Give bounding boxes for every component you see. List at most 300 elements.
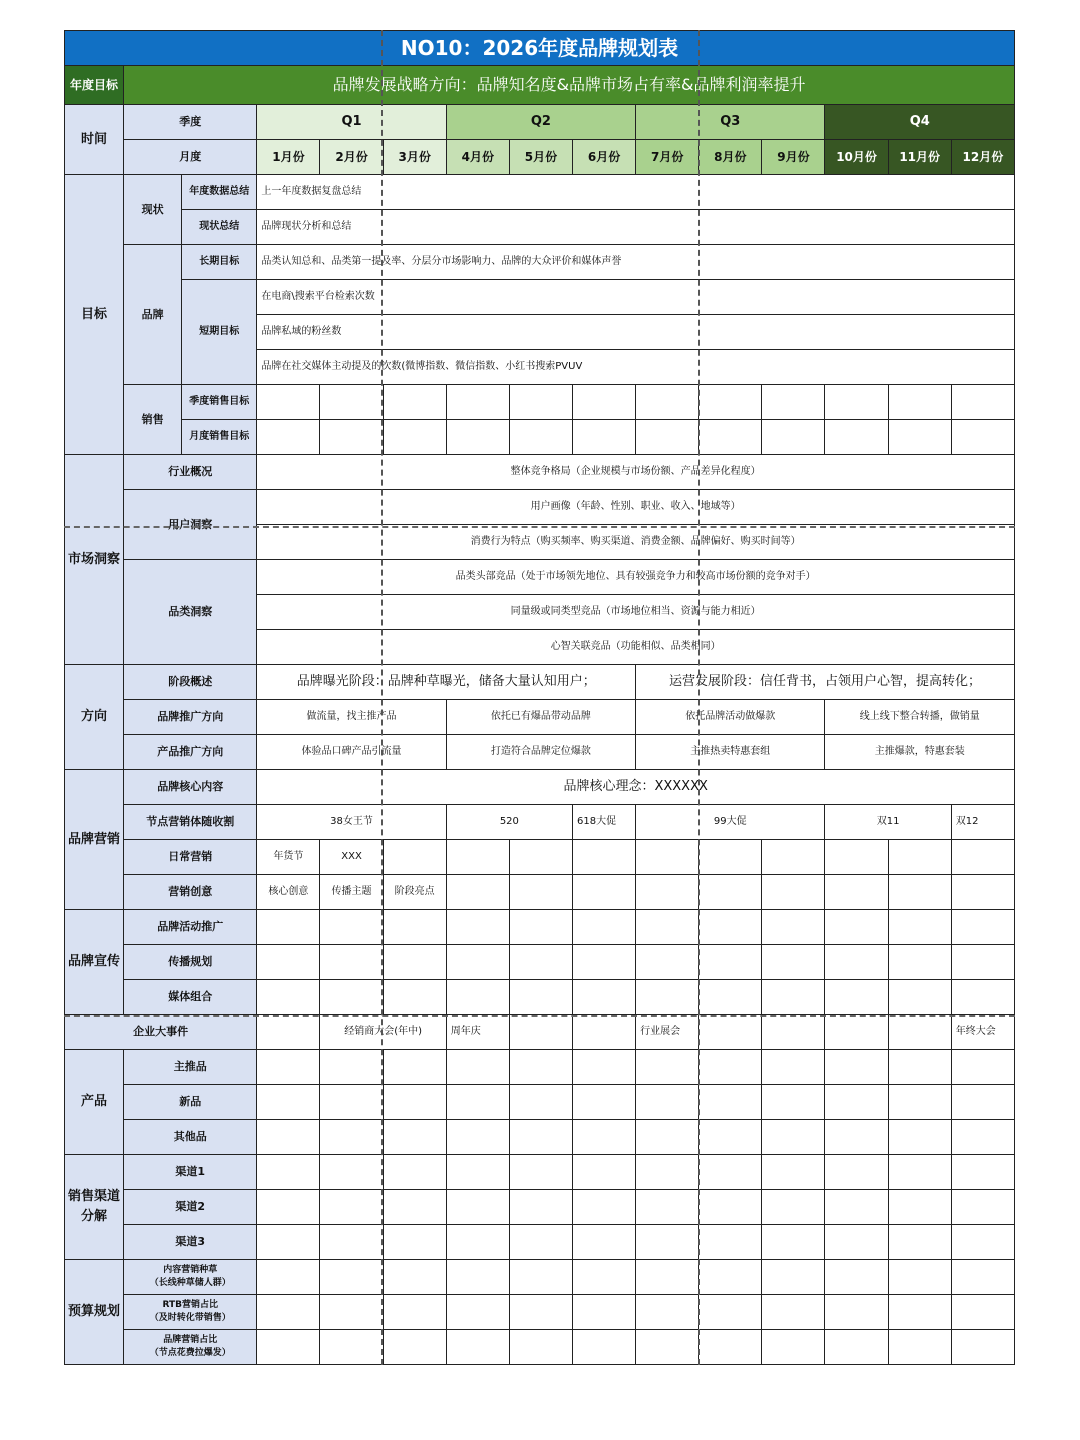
month-header: 12月份 [951,140,1014,175]
cell[interactable] [509,1120,572,1155]
page-break-vertical [381,30,383,1365]
cell[interactable] [446,1225,509,1260]
cell[interactable] [951,1155,1014,1190]
cell[interactable] [572,875,635,910]
marketing-label: 品牌营销 [65,770,124,910]
cell[interactable] [762,945,825,980]
month-header: 6月份 [572,140,635,175]
cell[interactable] [383,945,446,980]
month-header: 3月份 [383,140,446,175]
cell[interactable] [509,1260,572,1295]
cell[interactable] [825,980,888,1015]
cell[interactable] [762,980,825,1015]
event-item[interactable]: 周年庆 [446,1015,509,1050]
cell[interactable] [951,1085,1014,1120]
cell[interactable] [699,840,762,875]
cell[interactable] [572,1330,635,1365]
stage-h1[interactable]: 品牌曝光阶段：品牌种草曝光，储备大量认知用户； [257,665,636,700]
cell[interactable] [951,875,1014,910]
cell[interactable] [762,1260,825,1295]
cell[interactable] [320,945,383,980]
cell[interactable] [257,980,320,1015]
status-summary-text[interactable]: 品牌现状分析和总结 [257,210,1015,245]
cell[interactable] [699,980,762,1015]
cell[interactable] [699,910,762,945]
brand-promo-label: 品牌推广方向 [124,700,257,735]
cell[interactable] [762,1155,825,1190]
cell[interactable] [383,1295,446,1330]
node-item[interactable]: 双12 [951,805,1014,840]
product-promo-item[interactable]: 打造符合品牌定位爆款 [446,735,635,770]
brand-plan-table [64,30,1015,1365]
node-item[interactable]: 38女王节 [257,805,446,840]
brand-label: 品牌 [124,245,182,385]
cell[interactable] [257,1155,320,1190]
user-insight-item[interactable]: 消费行为特点（购买频率、购买渠道、消费金额、品牌偏好、购买时间等） [257,525,1015,560]
cell[interactable] [636,980,699,1015]
cell[interactable] [383,420,446,455]
cell[interactable] [383,1120,446,1155]
cell[interactable] [636,1120,699,1155]
cell[interactable] [572,1190,635,1225]
cell[interactable] [888,945,951,980]
cell[interactable] [636,1190,699,1225]
monthly-sales-label: 月度销售目标 [182,420,257,455]
brand-promo-item[interactable]: 线上线下整合转播，做销量 [825,700,1015,735]
creative-item[interactable]: 传播主题 [320,875,383,910]
cell[interactable] [636,875,699,910]
cell[interactable] [383,1050,446,1085]
cell[interactable] [951,1260,1014,1295]
month-header: 11月份 [888,140,951,175]
cell[interactable] [951,1120,1014,1155]
cell[interactable] [509,420,572,455]
direction-label: 方向 [65,665,124,770]
cell[interactable] [446,840,509,875]
cell[interactable] [446,945,509,980]
cell[interactable] [383,1260,446,1295]
cell[interactable] [762,1225,825,1260]
cell[interactable] [888,1295,951,1330]
cell[interactable] [951,1190,1014,1225]
cell[interactable] [699,1295,762,1330]
month-header: 4月份 [446,140,509,175]
cell[interactable] [888,420,951,455]
cell[interactable] [446,1330,509,1365]
month-header: 2月份 [320,140,383,175]
node-marketing-label: 节点营销体随收割 [124,805,257,840]
quarterly-sales-label: 季度销售目标 [182,385,257,420]
cell[interactable] [572,1085,635,1120]
cell[interactable] [383,840,446,875]
month-header: 10月份 [825,140,888,175]
cell[interactable] [888,840,951,875]
budget-row-label [124,1260,257,1295]
long-term-text[interactable]: 品类认知总和、品类第一提及率、分层分市场影响力、品牌的大众评价和媒体声誉 [257,245,1015,280]
category-insight-item[interactable]: 心智关联竞品（功能相似、品类相同） [257,630,1015,665]
channel-row-label: 渠道2 [124,1190,257,1225]
cell[interactable] [320,1190,383,1225]
cell[interactable] [636,1330,699,1365]
cell[interactable] [888,1260,951,1295]
category-insight-label: 品类洞察 [124,560,257,665]
cell[interactable] [257,1050,320,1085]
cell[interactable] [383,910,446,945]
cell[interactable] [509,1190,572,1225]
cell[interactable] [762,1050,825,1085]
quarter-q2: Q2 [446,105,635,140]
cell[interactable] [320,1120,383,1155]
budget-row-note: （节点花费拉爆发） [149,1348,231,1358]
cell[interactable] [636,420,699,455]
cell[interactable] [888,1015,951,1050]
cell[interactable] [699,420,762,455]
cell[interactable] [699,945,762,980]
industry-label: 行业概况 [124,455,257,490]
cell[interactable] [320,1085,383,1120]
cell[interactable] [888,1225,951,1260]
cell[interactable] [636,1295,699,1330]
cell[interactable] [888,1120,951,1155]
budget-row-note: （及时转化带销售） [149,1313,231,1323]
page-break-vertical [698,30,700,1365]
quarter-q1: Q1 [257,105,446,140]
cell[interactable] [572,840,635,875]
cell[interactable] [572,1050,635,1085]
cell[interactable] [509,1015,572,1050]
cell[interactable] [951,1295,1014,1330]
status-label: 现状 [124,175,182,245]
month-header: 7月份 [636,140,699,175]
goals-label: 目标 [65,175,124,455]
time-label: 时间 [65,105,124,175]
cell[interactable] [825,1120,888,1155]
cell[interactable] [888,1155,951,1190]
cell[interactable] [951,1050,1014,1085]
cell[interactable] [699,1085,762,1120]
cell[interactable] [572,1260,635,1295]
product-promo-label: 产品推广方向 [124,735,257,770]
cell[interactable] [762,1085,825,1120]
planning-sheet [64,30,1015,1365]
cell[interactable] [572,1015,635,1050]
cell[interactable] [320,1330,383,1365]
cell[interactable] [383,1330,446,1365]
cell[interactable] [383,1225,446,1260]
cell[interactable] [320,1050,383,1085]
cell[interactable] [951,1330,1014,1365]
cell[interactable] [699,1225,762,1260]
cell[interactable] [825,1190,888,1225]
cell[interactable] [699,1330,762,1365]
status-summary-label: 现状总结 [182,210,257,245]
page-break-horizontal [64,526,1015,528]
cell[interactable] [509,910,572,945]
cell[interactable] [257,1120,320,1155]
cell[interactable] [762,1330,825,1365]
month-header: 8月份 [699,140,762,175]
cell[interactable] [572,1295,635,1330]
cell[interactable] [572,1225,635,1260]
cell[interactable] [825,1260,888,1295]
cell[interactable] [446,1190,509,1225]
product-promo-item[interactable]: 主推热卖特惠套组 [636,735,825,770]
cell[interactable] [825,1155,888,1190]
budget-label: 预算规划 [65,1260,124,1365]
cell[interactable] [825,420,888,455]
cell[interactable] [825,385,888,420]
cell[interactable] [825,1225,888,1260]
cell[interactable] [320,420,383,455]
short-term-item[interactable]: 品牌在社交媒体主动提及的次数(微博指数、微信指数、小红书搜索PVUV [257,350,1015,385]
cell[interactable] [446,1120,509,1155]
short-term-item[interactable]: 品牌私域的粉丝数 [257,315,1015,350]
daily-item[interactable]: XXX [320,840,383,875]
product-promo-item[interactable]: 体验品口碑产品引流量 [257,735,446,770]
cell[interactable] [762,840,825,875]
cell[interactable] [888,385,951,420]
cell[interactable] [446,1260,509,1295]
channel-row-label: 渠道3 [124,1225,257,1260]
cell[interactable] [320,385,383,420]
cell[interactable] [951,980,1014,1015]
node-item[interactable]: 99大促 [636,805,825,840]
cell[interactable] [383,980,446,1015]
cell[interactable] [257,1225,320,1260]
quarter-q4: Q4 [825,105,1015,140]
cell[interactable] [888,875,951,910]
cell[interactable] [257,945,320,980]
cell[interactable] [762,1120,825,1155]
cell[interactable] [762,1015,825,1050]
events-label: 企业大事件 [65,1015,257,1050]
cell[interactable] [509,1295,572,1330]
cell[interactable] [383,1155,446,1190]
cell[interactable] [825,1050,888,1085]
industry-text[interactable]: 整体竞争格局（企业规模与市场份额、产品差异化程度） [257,455,1015,490]
user-insight-item[interactable]: 用户画像（年龄、性别、职业、收入、地域等） [257,490,1015,525]
cell[interactable] [446,1085,509,1120]
cell[interactable] [572,910,635,945]
sales-label: 销售 [124,385,182,455]
cell[interactable] [636,385,699,420]
cell[interactable] [951,910,1014,945]
cell[interactable] [509,1085,572,1120]
event-item[interactable]: 年终大会 [951,1015,1014,1050]
budget-row-note: （长线种草储人群） [149,1278,231,1288]
cell[interactable] [509,945,572,980]
budget-row-label [124,1295,257,1330]
cell[interactable] [257,910,320,945]
cell[interactable] [446,420,509,455]
product-row-label: 新品 [124,1085,257,1120]
cell[interactable] [825,1330,888,1365]
cell[interactable] [572,420,635,455]
cell[interactable] [446,875,509,910]
category-insight-item[interactable]: 同量级或同类型竞品（市场地位相当、资源与能力相近） [257,595,1015,630]
market-label: 市场洞察 [65,455,124,665]
cell[interactable] [825,875,888,910]
cell[interactable] [951,840,1014,875]
long-term-label: 长期目标 [182,245,257,280]
page-title: NO10：2026年度品牌规划表 [65,31,1015,66]
short-term-item[interactable]: 在电商\搜索平台检索次数 [257,280,1015,315]
cell[interactable] [509,1225,572,1260]
cell[interactable] [572,980,635,1015]
category-insight-item[interactable]: 品类头部竞品（处于市场领先地位、具有较强竞争力和较高市场份额的竞争对手） [257,560,1015,595]
cell[interactable] [699,1050,762,1085]
cell[interactable] [257,1085,320,1120]
cell[interactable] [825,910,888,945]
cell[interactable] [509,1050,572,1085]
cell[interactable] [825,1295,888,1330]
cell[interactable] [383,1085,446,1120]
creative-item[interactable]: 阶段亮点 [383,875,446,910]
core-content-label: 品牌核心内容 [124,770,257,805]
cell[interactable] [825,1085,888,1120]
cell[interactable] [509,875,572,910]
cell[interactable] [699,1260,762,1295]
cell[interactable] [446,980,509,1015]
cell[interactable] [320,910,383,945]
cell[interactable] [951,385,1014,420]
cell[interactable] [572,1155,635,1190]
product-promo-item[interactable]: 主推爆款，特惠套装 [825,735,1015,770]
cell[interactable] [257,1295,320,1330]
cell[interactable] [699,1120,762,1155]
cell[interactable] [509,1155,572,1190]
month-header: 1月份 [257,140,320,175]
cell[interactable] [951,945,1014,980]
promotion-label: 品牌宣传 [65,910,124,1015]
budget-row-title: 品牌营销占比 [163,1335,218,1345]
cell[interactable] [446,385,509,420]
cell[interactable] [257,385,320,420]
cell[interactable] [636,1260,699,1295]
brand-promo-item[interactable]: 依托已有爆品带动品牌 [446,700,635,735]
cell[interactable] [509,840,572,875]
cell[interactable] [636,910,699,945]
stage-h2[interactable]: 运营发展阶段：信任背书，占领用户心智，提高转化； [636,665,1015,700]
cell[interactable] [699,1155,762,1190]
cell[interactable] [446,910,509,945]
budget-row-title: 内容营销种草 [163,1265,218,1275]
cell[interactable] [825,840,888,875]
cell[interactable] [762,1190,825,1225]
cell[interactable] [572,1120,635,1155]
cell[interactable] [257,1330,320,1365]
plan-label: 传播规划 [124,945,257,980]
cell[interactable] [636,1155,699,1190]
cell[interactable] [257,420,320,455]
cell[interactable] [509,1330,572,1365]
cell[interactable] [762,910,825,945]
channel-row-label: 渠道1 [124,1155,257,1190]
cell[interactable] [636,1085,699,1120]
cell[interactable] [446,1155,509,1190]
product-row-label: 其他品 [124,1120,257,1155]
node-item[interactable]: 520 [446,805,572,840]
cell[interactable] [320,1295,383,1330]
cell[interactable] [446,1295,509,1330]
daily-marketing-label: 日常营销 [124,840,257,875]
cell[interactable] [762,420,825,455]
channels-label: 销售渠道分解 [65,1155,124,1260]
brand-promo-item[interactable]: 依托品牌活动做爆款 [636,700,825,735]
cell[interactable] [320,1260,383,1295]
cell[interactable] [572,385,635,420]
cell[interactable] [888,910,951,945]
cell[interactable] [699,1015,762,1050]
month-header: 9月份 [762,140,825,175]
cell[interactable] [320,1155,383,1190]
cell[interactable] [257,1190,320,1225]
cell[interactable] [383,385,446,420]
node-item[interactable]: 618大促 [572,805,635,840]
cell[interactable] [636,840,699,875]
creative-label: 营销创意 [124,875,257,910]
cell[interactable] [636,1225,699,1260]
budget-row-label [124,1330,257,1365]
cell[interactable] [825,945,888,980]
cell[interactable] [762,1295,825,1330]
quarter-q3: Q3 [636,105,825,140]
cell[interactable] [888,1085,951,1120]
cell[interactable] [257,1015,320,1050]
cell[interactable] [951,420,1014,455]
stage-label: 阶段概述 [124,665,257,700]
event-item[interactable]: 行业展会 [636,1015,699,1050]
cell[interactable] [572,945,635,980]
core-content-text[interactable]: 品牌核心理念：XXXXXX [257,770,1015,805]
cell[interactable] [699,1190,762,1225]
annual-summary-text[interactable]: 上一年度数据复盘总结 [257,175,1015,210]
cell[interactable] [320,980,383,1015]
cell[interactable] [446,1050,509,1085]
cell[interactable] [509,980,572,1015]
media-label: 媒体组合 [124,980,257,1015]
cell[interactable] [888,1190,951,1225]
brand-promo-item[interactable]: 做流量，找主推产品 [257,700,446,735]
cell[interactable] [636,1050,699,1085]
cell[interactable] [762,385,825,420]
budget-row-title: RTB营销占比 [162,1300,218,1310]
cell[interactable] [762,875,825,910]
cell[interactable] [509,385,572,420]
cell[interactable] [699,875,762,910]
event-item[interactable]: 经销商大会(年中) [320,1015,446,1050]
cell[interactable] [888,980,951,1015]
month-header: 5月份 [509,140,572,175]
cell[interactable] [699,385,762,420]
node-item[interactable]: 双11 [825,805,951,840]
cell[interactable] [636,945,699,980]
cell[interactable] [257,1260,320,1295]
activity-label: 品牌活动推广 [124,910,257,945]
short-term-label: 短期目标 [182,280,257,385]
creative-item[interactable]: 核心创意 [257,875,320,910]
cell[interactable] [888,1050,951,1085]
product-row-label: 主推品 [124,1050,257,1085]
cell[interactable] [951,1225,1014,1260]
cell[interactable] [320,1225,383,1260]
cell[interactable] [383,1190,446,1225]
product-label: 产品 [65,1050,124,1155]
quarter-label: 季度 [124,105,257,140]
cell[interactable] [888,1330,951,1365]
daily-item[interactable]: 年货节 [257,840,320,875]
cell[interactable] [825,1015,888,1050]
